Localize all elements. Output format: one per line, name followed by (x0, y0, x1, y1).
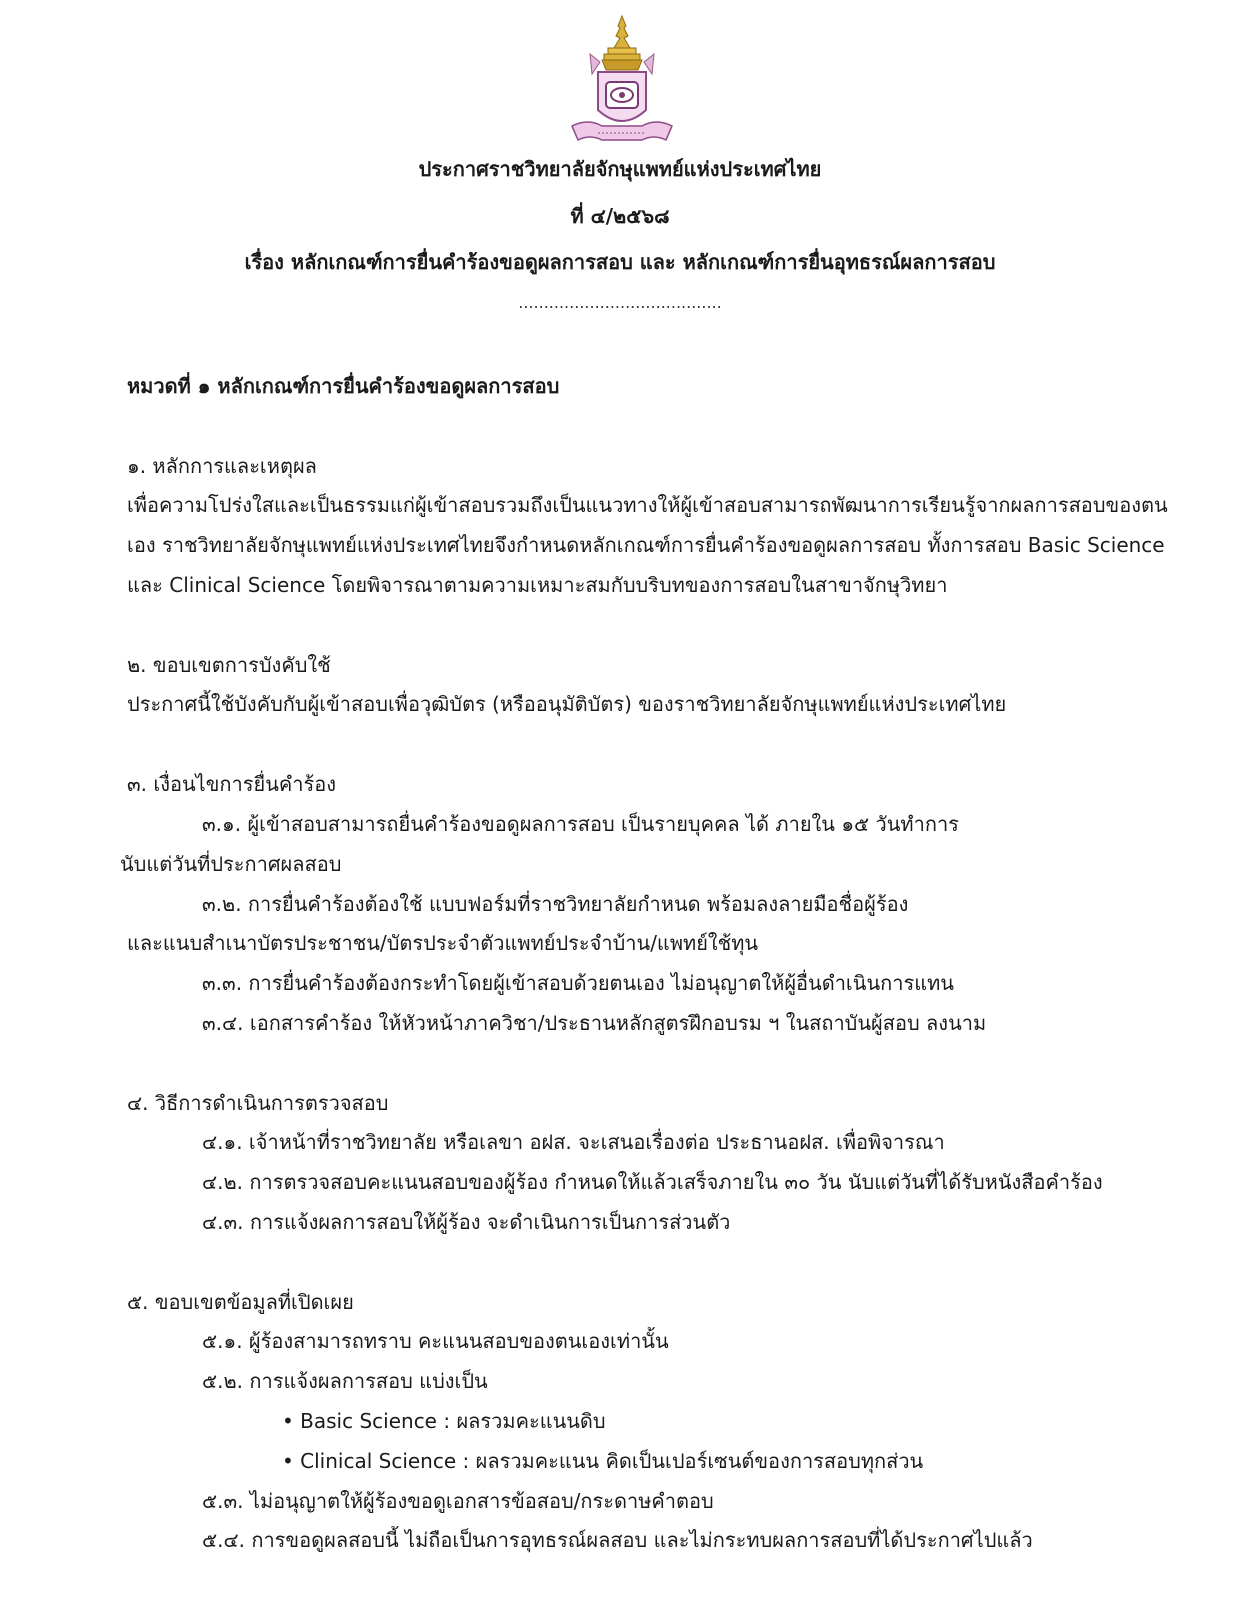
section-5-item: ๕.๒. การแจ้งผลการสอบ แบ่งเป็น (202, 1369, 488, 1393)
section-4-heading: ๔. วิธีการดำเนินการตรวจสอบ (127, 1091, 389, 1115)
section-5-bullet: • Basic Science : ผลรวมคะแนนดิบ (282, 1409, 606, 1433)
section-3-item-cont: นับแต่วันที่ประกาศผลสอบ (120, 852, 342, 876)
section-3-item-cont: และแนบสำเนาบัตรประชาชน/บัตรประจำตัวแพทย์ประจำบ้าน/แพทย์ใช้ทุน (127, 931, 759, 955)
college-emblem-logo (568, 14, 676, 154)
section-5-item: ๕.๓. ไม่อนุญาตให้ผู้ร้องขอดูเอกสารข้อสอบ/กระดาษคำตอบ (202, 1489, 714, 1513)
section-3-item: ๓.๓. การยื่นคำร้องต้องกระทำโดยผู้เข้าสอบด้วยตนเอง ไม่อนุญาตให้ผู้อื่นดำเนินการแทน (202, 971, 954, 995)
section-1-line: เพื่อความโปร่งใสและเป็นธรรมแก่ผู้เข้าสอบรวมถึงเป็นแนวทางให้ผู้เข้าสอบสามารถพัฒนาการเรียนรู้จากผลการสอบของตน (127, 493, 1168, 517)
section-3-item: ๓.๔. เอกสารคำร้อง ให้หัวหน้าภาควิชา/ประธานหลักสูตรฝึกอบรม ฯ ในสถาบันผู้สอบ ลงนาม (202, 1011, 987, 1035)
section-4-item: ๔.๒. การตรวจสอบคะแนนสอบของผู้ร้อง กำหนดให้แล้วเสร็จภายใน ๓๐ วัน นับแต่วันที่ได้รับหนังสือคำร้อง (202, 1170, 1103, 1194)
announcement-subject: เรื่อง หลักเกณฑ์การยื่นคำร้องขอดูผลการสอบ และ หลักเกณฑ์การยื่นอุทธรณ์ผลการสอบ (244, 250, 996, 274)
section-1-line: และ Clinical Science โดยพิจารณาตามความเหมาะสมกับบริบทของการสอบในสาขาจักษุวิทยา (127, 573, 948, 597)
announcement-number: ที่ ๔/๒๕๖๘ (570, 204, 670, 228)
chapter-title: หมวดที่ ๑ หลักเกณฑ์การยื่นคำร้องขอดูผลการสอบ (127, 374, 560, 398)
section-2-heading: ๒. ขอบเขตการบังคับใช้ (127, 653, 331, 677)
section-1-heading: ๑. หลักการและเหตุผล (127, 454, 317, 478)
section-3-item: ๓.๑. ผู้เข้าสอบสามารถยื่นคำร้องขอดูผลการสอบ เป็นรายบุคคล ได้ ภายใน ๑๕ วันทำการ (202, 812, 959, 836)
section-2-line: ประกาศนี้ใช้บังคับกับผู้เข้าสอบเพื่อวุฒิบัตร (หรืออนุมัติบัตร) ของราชวิทยาลัยจักษุแพทย์แห่งประเทศไทย (127, 692, 1007, 716)
section-5-item: ๕.๔. การขอดูผลสอบนี้ ไม่ถือเป็นการอุทธรณ์ผลสอบ และไม่กระทบผลการสอบที่ได้ประกาศไปแล้ว (202, 1528, 1033, 1552)
announcement-title: ประกาศราชวิทยาลัยจักษุแพทย์แห่งประเทศไทย (418, 157, 822, 181)
section-4-item: ๔.๓. การแจ้งผลการสอบให้ผู้ร้อง จะดำเนินการเป็นการส่วนตัว (202, 1210, 731, 1234)
section-3-item: ๓.๒. การยื่นคำร้องต้องใช้ แบบฟอร์มที่ราชวิทยาลัยกำหนด พร้อมลงลายมือชื่อผู้ร้อง (202, 892, 909, 916)
separator-dots: ........................................ (518, 293, 722, 312)
section-4-item: ๔.๑. เจ้าหน้าที่ราชวิทยาลัย หรือเลขา อฝส. จะเสนอเรื่องต่อ ประธานอฝส. เพื่อพิจารณา (202, 1130, 945, 1154)
section-5-bullet: • Clinical Science : ผลรวมคะแนน คิดเป็นเปอร์เซนต์ของการสอบทุกส่วน (282, 1449, 924, 1473)
section-5-heading: ๕. ขอบเขตข้อมูลที่เปิดเผย (127, 1290, 354, 1314)
section-3-heading: ๓. เงื่อนไขการยื่นคำร้อง (127, 772, 337, 796)
section-1-line: เอง ราชวิทยาลัยจักษุแพทย์แห่งประเทศไทยจึงกำหนดหลักเกณฑ์การยื่นคำร้องขอดูผลการสอบ ทั้งการสอบ Basic Science (127, 533, 1165, 557)
section-5-item: ๕.๑. ผู้ร้องสามารถทราบ คะแนนสอบของตนเองเท่านั้น (202, 1329, 669, 1353)
